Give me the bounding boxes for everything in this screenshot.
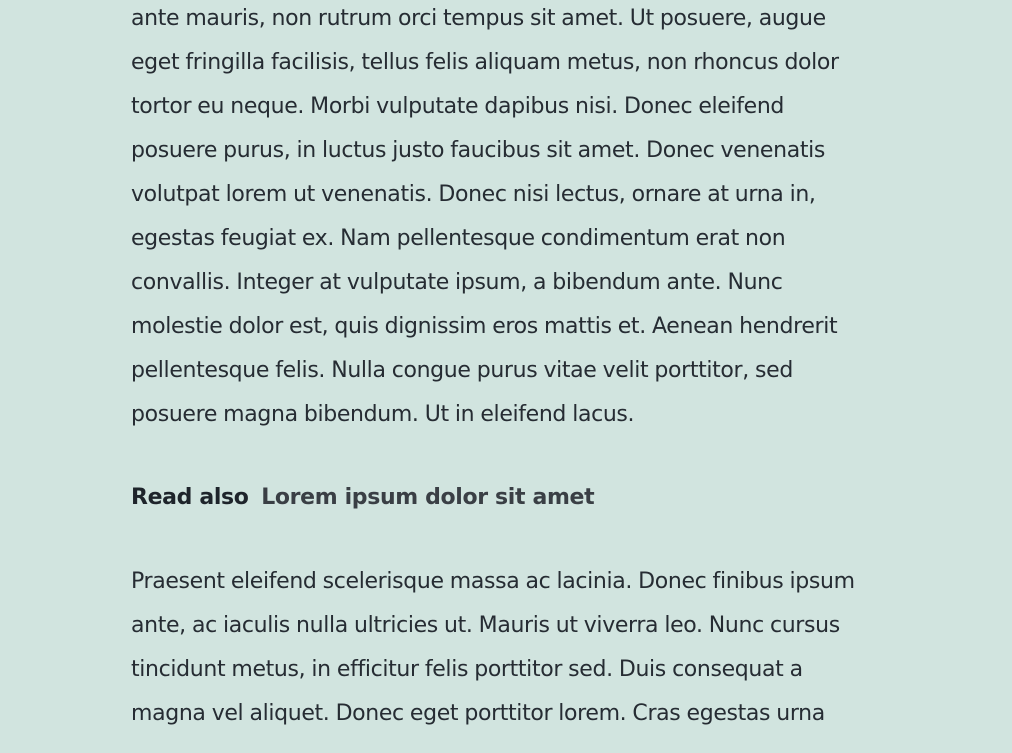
paragraph-line: eget fringilla facilisis, tellus felis aliquam metus, non rhoncus dolor — [131, 50, 839, 75]
paragraph-line: posuere magna bibendum. Ut in eleifend lacus. — [131, 402, 635, 427]
read-also-block — [131, 478, 594, 518]
paragraph-line: magna vel aliquet. Donec eget porttitor lorem. Cras egestas urna — [131, 701, 825, 726]
paragraph-line: tortor eu neque. Morbi vulputate dapibus nisi. Donec eleifend — [131, 94, 785, 119]
paragraph-line: pellentesque felis. Nulla congue purus vitae velit porttitor, sed — [131, 358, 793, 383]
paragraph-bottom — [131, 560, 855, 736]
paragraph-line: tincidunt metus, in efficitur felis porttitor sed. Duis consequat a — [131, 657, 803, 682]
paragraph-top — [131, 0, 839, 437]
paragraph-line: Praesent eleifend scelerisque massa ac lacinia. Donec finibus ipsum — [131, 569, 855, 594]
read-also-label: Read also — [131, 485, 249, 510]
paragraph-line: convallis. Integer at vulputate ipsum, a bibendum ante. Nunc — [131, 270, 783, 295]
paragraph-line: volutpat lorem ut venenatis. Donec nisi lectus, ornare at urna in, — [131, 182, 816, 207]
paragraph-line: molestie dolor est, quis dignissim eros mattis et. Aenean hendrerit — [131, 314, 838, 339]
paragraph-line: egestas feugiat ex. Nam pellentesque condimentum erat non — [131, 226, 786, 251]
paragraph-line: ante, ac iaculis nulla ultricies ut. Mauris ut viverra leo. Nunc cursus — [131, 613, 840, 638]
paragraph-line: ante mauris, non rutrum orci tempus sit amet. Ut posuere, augue — [131, 6, 826, 31]
read-also-link[interactable]: Lorem ipsum dolor sit amet — [261, 485, 595, 510]
paragraph-line: posuere purus, in luctus justo faucibus sit amet. Donec venenatis — [131, 138, 825, 163]
